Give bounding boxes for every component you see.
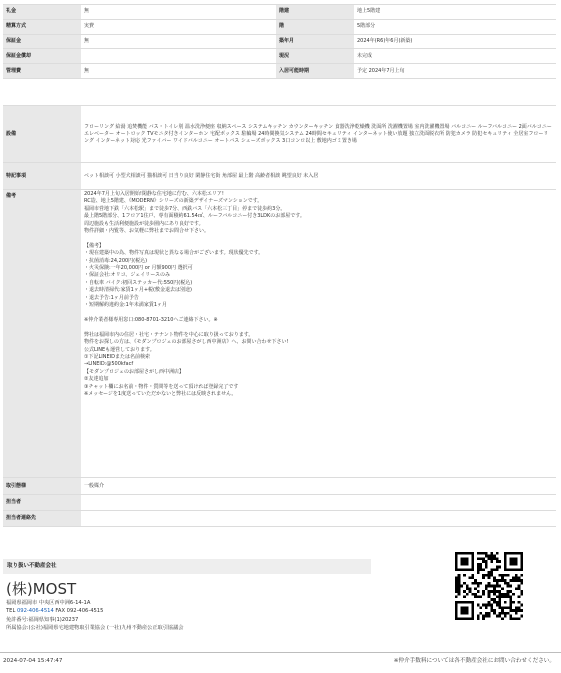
spec-label: 礼金 <box>3 5 81 20</box>
features-label: 特記事項 <box>3 163 81 190</box>
spec-row <box>3 64 556 79</box>
spec-label: 保証金償却 <box>3 49 81 64</box>
remarks-label: 備考 <box>3 190 81 478</box>
basic-spec-body <box>3 5 556 79</box>
fax-number: FAX 092-406-4515 <box>55 608 104 615</box>
spec-value: 地上5階建 <box>354 5 556 20</box>
spec-row <box>3 5 556 20</box>
qr-code-icon <box>455 552 523 620</box>
spec-row <box>3 34 556 49</box>
contact-value <box>81 511 556 527</box>
transaction-row <box>3 478 556 495</box>
company-name: (株)MOST <box>6 580 77 598</box>
agency-info <box>6 599 184 633</box>
spec-value: 2024年(R6)年6月(新築) <box>354 34 556 49</box>
footer-note: ※仲介手数料については各不動産会社にお問い合わせください。 <box>393 658 555 664</box>
spec-value: 未完成 <box>354 49 556 64</box>
spec-value <box>81 49 276 64</box>
spec-label: 階建 <box>276 5 354 20</box>
facilities-label: 設備 <box>3 106 81 163</box>
spec-value: 無 <box>81 5 276 20</box>
person-row <box>3 495 556 511</box>
detail-spec-table <box>3 105 556 527</box>
spec-label: 保証金 <box>3 34 81 49</box>
qr-code-graphic <box>455 552 523 620</box>
spec-value: 無 <box>81 64 276 79</box>
features-row <box>3 163 556 190</box>
spec-value: 無 <box>81 34 276 49</box>
spec-label: 築年月 <box>276 34 354 49</box>
spec-label: 現況 <box>276 49 354 64</box>
person-label: 担当者 <box>3 495 81 511</box>
features-value: ペット相談可 小型犬相談可 猫相談可 日当り良好 閑静住宅街 角部屋 最上階 高齢者相談 眺望良好 未入居 <box>81 163 556 190</box>
agency-address: 福岡県福岡市 中央区西中洲6-14-1A <box>6 600 91 606</box>
facilities-row <box>3 106 556 163</box>
person-value <box>81 495 556 511</box>
transaction-label: 取引態様 <box>3 478 81 495</box>
footer-divider <box>0 652 561 653</box>
transaction-value: 一般媒介 <box>81 478 556 495</box>
basic-spec-table <box>3 4 556 79</box>
remarks-value: 2024年7月上旬入居開始!閑静な住宅地に佇む、六本松エリア! RC造、地上5階建、《MODERN》シリーズの新築デザイナーズマンションです。 福岡市営地下鉄「六本松駅」まで徒歩7分、西鉄バス「六本松三丁目」停まで徒歩約3分。 最上階5階部分、1フロア1住戸、専有面積約61.54㎡、ルーフバルコニー付き3LDKのお部屋です。 周辺施設も生活利便施設が徒歩圏内にあり良好です。 物件詳細・内覧等、お気軽に弊社までお問合せ下さい。 【備考】 ・現在建築中の為、物件写真は現状と異なる場合がございます。現状優先です。 ・抗菌消毒:24,200円(税込) ・火災保険:一年20,000円 or 月額900円 選択可 ・保証会社:オリコ、ジェイリースのみ ・自転車 バイク:初回ステッカー代:550円(税込) ・退去時清掃代:家賃1ヶ月+税(敷金退去は別途) ・退去予告:1ヶ月前予告 ・短期解約違約金:1年未満家賃1ヶ月 ※仲介業者様専用窓口:080-8701-3210へご連絡下さい。※ 弊社は福岡市内の住居・社宅・テナント物件を中心に取り扱っております。 物件をお探しの方は、《モダンプロジェのお部屋さがし西中洲店》へ、お問い合わせ下さい! 公式LINEも運営しております。 ①下記LINEIDまたは名前検索 →LINEID:@500kfacf 【モダンプロジェのお部屋さがし西中洲店】 ②友達追加 ③チャット欄にお名前・物件・質問等を送って頂ければ登録完了です ※メッセージを1度送っていただかないと弊社には反映されません。 <box>81 190 556 478</box>
tel-number[interactable]: 092-406-4514 <box>17 608 54 615</box>
spec-row <box>3 49 556 64</box>
print-datetime: 2024-07-04 15:47:47 <box>3 658 63 664</box>
spec-value: 実費 <box>81 19 276 34</box>
remarks-row <box>3 190 556 478</box>
spec-label: 管理費 <box>3 64 81 79</box>
contact-label: 担当者連絡先 <box>3 511 81 527</box>
spec-label: 入居可能時期 <box>276 64 354 79</box>
spec-value: 5階部分 <box>354 19 556 34</box>
spec-label: 階 <box>276 19 354 34</box>
agency-phone-line <box>6 607 184 615</box>
spec-row <box>3 19 556 34</box>
spec-label: 精算方式 <box>3 19 81 34</box>
tel-label: TEL <box>6 608 16 615</box>
contact-row <box>3 511 556 527</box>
facilities-value: フローリング 給湯 追焚機能 バス・トイレ別 温水洗浄便座 収納スペース システムキッチン カウンターキッチン 食器洗浄乾燥機 洗面所 洗濯機置場 室内洗濯機置場 バルコニー ルーフバルコニー 2面バルコニー エレベーター オートロック TVモニタ付きインターホン 宅配ボックス 駐輪場 24時間換気システム 24時間セキュリティ インターネット使い放題 独立洗面脱衣所 防犯カメラ 防犯セキュリティ 全居室フローリング インターネット対応 光ファイバー ワイドバルコニー オートバス シューズボックス 3口コンロ以上 敷地内ゴミ置き場 <box>81 106 556 163</box>
agency-header: 取り扱い不動産会社 <box>3 559 371 574</box>
agency-association: 所属協会:(公社)福岡県宅地建物取引業協会 (一社)九州不動産公正取引協議会 <box>6 625 184 632</box>
agency-license: 免許番号:福岡県知事(1)20237 <box>6 616 79 623</box>
spec-value: 予定 2024年7月上旬 <box>354 64 556 79</box>
